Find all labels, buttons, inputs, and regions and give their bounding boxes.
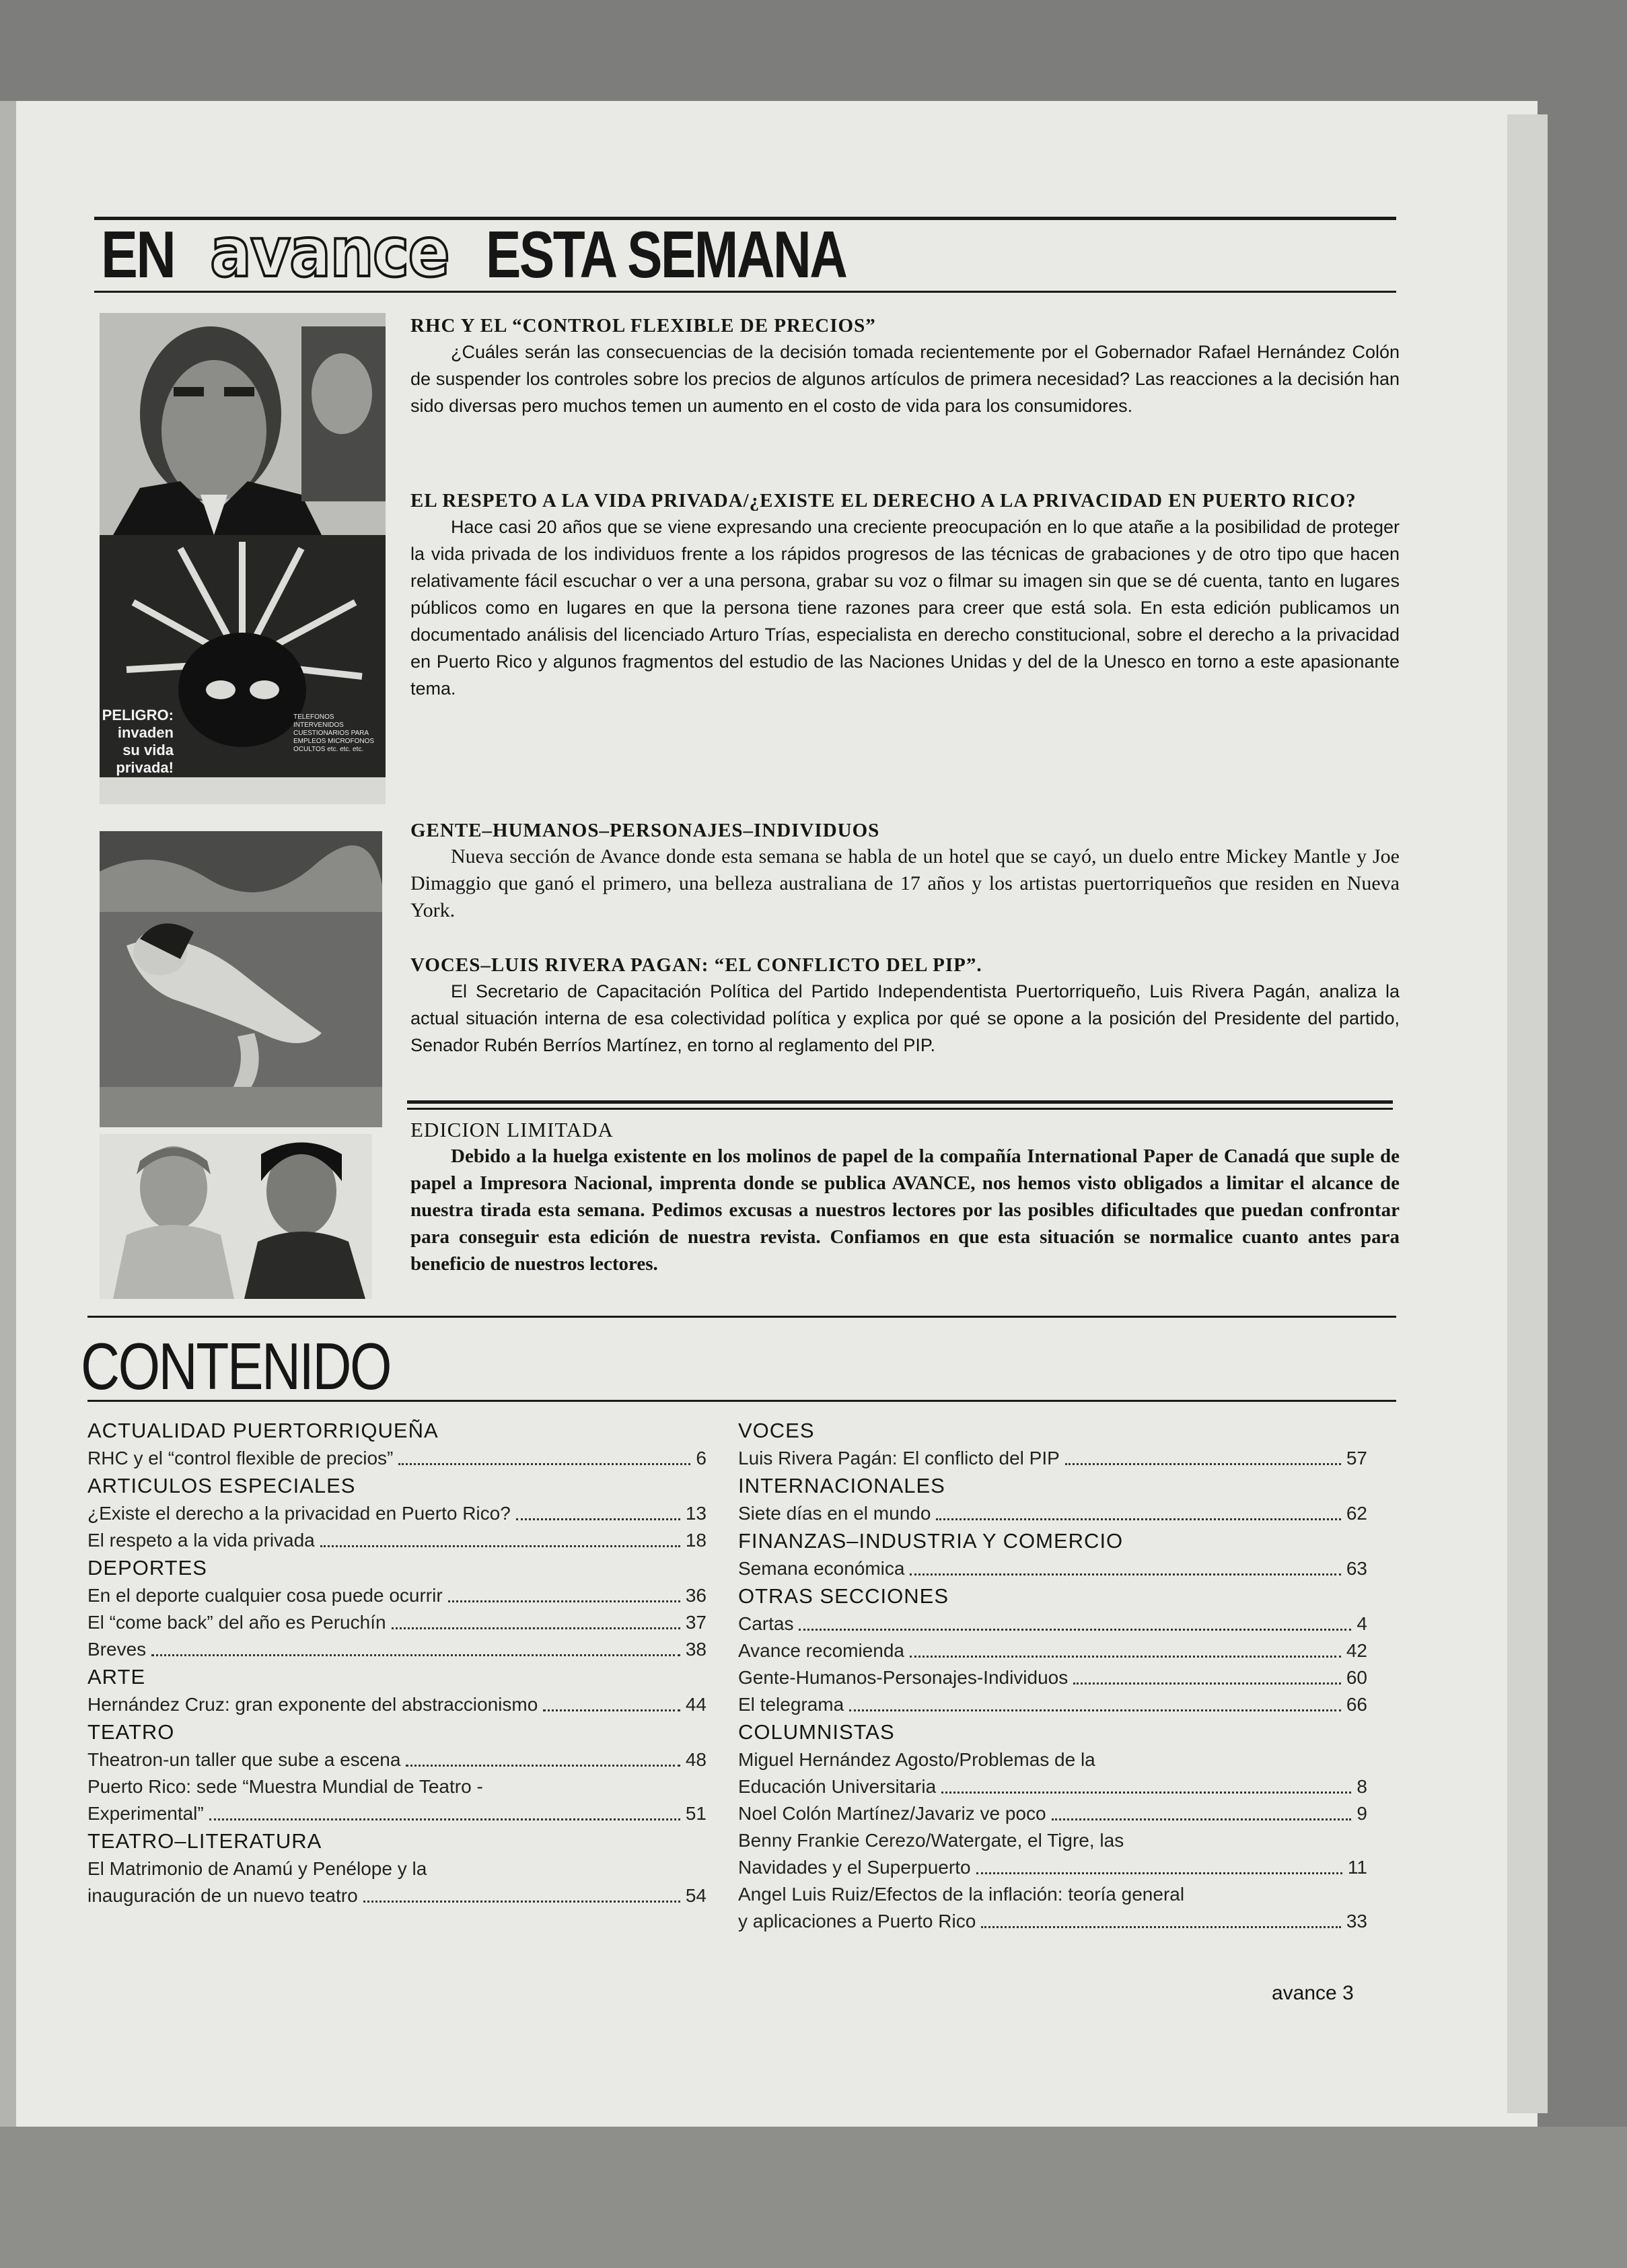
- toc-section-heading: VOCES: [738, 1419, 815, 1442]
- article-rhc-control-precios: [410, 313, 1400, 419]
- article-vida-privada: [410, 488, 1400, 702]
- photo-caption-telefonos: TELEFONOS INTERVENIDOS CUESTIONARIOS PARA EMPLEOS MICROFONOS OCULTOS etc. etc. etc.: [293, 713, 375, 753]
- toc-entry-title: Gente-Humanos-Personajes-Individuos: [738, 1667, 1069, 1688]
- toc-leader-dots: [1052, 1818, 1352, 1820]
- toc-section-heading: ACTUALIDAD PUERTORRIQUEÑA: [87, 1419, 439, 1442]
- toc-entry[interactable]: [738, 1445, 1367, 1472]
- toc-leader-dots: [151, 1654, 680, 1656]
- toc-leader-dots: [320, 1545, 680, 1547]
- toc-entry-title: ¿Existe el derecho a la privacidad en Puerto Rico?: [87, 1503, 511, 1524]
- toc-page-number: 48: [685, 1749, 707, 1770]
- toc-entry[interactable]: [87, 1746, 707, 1773]
- toc-entry[interactable]: [738, 1800, 1367, 1827]
- toc-entry[interactable]: [738, 1555, 1367, 1582]
- toc-leader-dots: [516, 1518, 680, 1520]
- toc-entry-title: En el deporte cualquier cosa puede ocurrir: [87, 1585, 443, 1606]
- notice-body: Debido a la huelga existente en los molinos de papel de la compañía International Paper de Canadá que suple de papel a Impresora Nacional, imprenta donde se publica AVANCE, nos hemos visto obligados a limitar el alcance de nuestra tirada esta semana. Pedimos excusas a nuestros lectores por las posibles dificultades que puedan confrontar para conseguir esta edición de nuestra revista. Confiamos en que esta situación se normalice cuanto antes para beneficio de nuestros lectores.: [410, 1145, 1400, 1275]
- toc-entry[interactable]: [738, 1881, 1367, 1935]
- article-body: ¿Cuáles serán las consecuencias de la decisión tomada recientemente por el Gobernador Rafael Hernández Colón de suspender los controles sobre los precios de algunos artículos de primera necesidad? Las reacciones a la decisión han sido diversas pero muchos temen un aumento en el costo de vida para los consumidores.: [410, 342, 1400, 416]
- toc-entry-title: El Matrimonio de Anamú y Penélope y la: [87, 1858, 427, 1879]
- toc-leader-dots: [398, 1463, 690, 1465]
- toc-entry-title: RHC y el “control flexible de precios”: [87, 1448, 394, 1468]
- article-heading: EL RESPETO A LA VIDA PRIVADA/¿EXISTE EL DERECHO A LA PRIVACIDAD EN PUERTO RICO?: [410, 490, 1357, 511]
- toc-entry-title: El telegrama: [738, 1694, 844, 1715]
- toc-entry[interactable]: [738, 1746, 1367, 1800]
- toc-entry-title: Breves: [87, 1639, 147, 1660]
- toc-entry[interactable]: [87, 1582, 707, 1609]
- toc-section-heading: OTRAS SECCIONES: [738, 1584, 949, 1608]
- article-heading: GENTE–HUMANOS–PERSONAJES–INDIVIDUOS: [410, 820, 880, 841]
- masthead-prefix: EN: [101, 217, 175, 291]
- contenido-top-rule: [87, 1316, 1396, 1318]
- toc-section-heading: COLUMNISTAS: [738, 1720, 895, 1744]
- toc-section-heading: TEATRO: [87, 1720, 175, 1744]
- masthead: [101, 213, 936, 293]
- toc-entry-title: Cartas: [738, 1613, 794, 1634]
- toc-page-number: 51: [685, 1803, 707, 1824]
- toc-entry-title: El respeto a la vida privada: [87, 1530, 315, 1551]
- toc-entry[interactable]: [738, 1500, 1367, 1527]
- article-gente-humanos: [410, 818, 1400, 924]
- scanner-background: [0, 2127, 1627, 2268]
- article-heading: RHC Y EL “CONTROL FLEXIBLE DE PRECIOS”: [410, 315, 876, 336]
- article-body: El Secretario de Capacitación Política del Partido Independentista Puertorriqueño, Luis Rivera Pagán, analiza la actual situación interna de esa colectividad política y explica por qué se opone a la posición del Presidente del partido, Senador Rubén Berríos Martínez, en torno al reglamento del PIP.: [410, 981, 1400, 1055]
- toc-page-number: 44: [685, 1694, 707, 1715]
- toc-entry-title: Siete días en el mundo: [738, 1503, 931, 1524]
- toc-entry-title: El “come back” del año es Peruchín: [87, 1612, 386, 1633]
- toc-entry[interactable]: [87, 1636, 707, 1663]
- toc-page-number: 36: [685, 1585, 707, 1606]
- avance-logo: avance: [210, 213, 449, 293]
- toc-entry[interactable]: [87, 1527, 707, 1554]
- toc-page-number: 62: [1346, 1503, 1367, 1524]
- toc-leader-dots: [941, 1792, 1351, 1794]
- photo-puerto-rican-artists: [100, 1134, 372, 1299]
- toc-entry[interactable]: [87, 1691, 707, 1718]
- toc-page-number: 66: [1346, 1694, 1367, 1715]
- toc-leader-dots: [849, 1709, 1341, 1711]
- toc-entry-title-continued: inauguración de un nuevo teatro: [87, 1885, 358, 1906]
- toc-entry[interactable]: [87, 1445, 707, 1472]
- toc-leader-dots: [910, 1656, 1341, 1658]
- toc-section-heading: TEATRO–LITERATURA: [87, 1829, 322, 1853]
- toc-leader-dots: [448, 1600, 680, 1602]
- toc-page-number: 18: [685, 1530, 707, 1551]
- toc-entry-title: Noel Colón Martínez/Javariz ve poco: [738, 1803, 1046, 1824]
- toc-page-number: 11: [1347, 1857, 1367, 1878]
- toc-entry-title-continued: Educación Universitaria: [738, 1776, 937, 1797]
- toc-leader-dots: [543, 1709, 680, 1711]
- toc-page-number: 8: [1357, 1776, 1367, 1797]
- page-edge: [1507, 114, 1548, 2113]
- toc-section-heading: INTERNACIONALES: [738, 1474, 945, 1497]
- toc-leader-dots: [392, 1627, 680, 1629]
- toc-section-heading: ARTE: [87, 1665, 146, 1689]
- toc-page-number: 63: [1346, 1558, 1367, 1579]
- contenido-title: CONTENIDO: [81, 1329, 391, 1403]
- toc-entry[interactable]: [87, 1773, 707, 1827]
- toc-entry[interactable]: [738, 1610, 1367, 1637]
- toc-entry[interactable]: [738, 1827, 1367, 1881]
- toc-entry[interactable]: [87, 1855, 707, 1909]
- toc-entry-title: Semana económica: [738, 1558, 905, 1579]
- edicion-top-rule-2: [407, 1108, 1393, 1110]
- toc-leader-dots: [936, 1518, 1340, 1520]
- toc-section-heading: ARTICULOS ESPECIALES: [87, 1474, 356, 1497]
- toc-section-heading: DEPORTES: [87, 1556, 207, 1580]
- page-folio: avance 3: [1272, 1982, 1354, 2004]
- toc-entry-title-continued: Experimental”: [87, 1803, 204, 1824]
- toc-entry[interactable]: [738, 1691, 1367, 1718]
- masthead-title: ESTA SEMANA: [486, 217, 846, 291]
- toc-leader-dots: [1073, 1682, 1341, 1685]
- toc-entry[interactable]: [738, 1637, 1367, 1664]
- toc-leader-dots: [1065, 1463, 1341, 1465]
- page-spine-shadow: [0, 101, 16, 2127]
- article-body: Nueva sección de Avance donde esta semana se habla de un hotel que se cayó, un duelo entre Mickey Mantle y Joe Dimaggio que ganó el primero, una belleza australiana de 17 años y los artistas puertorriqueños que residen en Nueva York.: [410, 845, 1400, 921]
- toc-left-column: [87, 1417, 707, 1909]
- edicion-top-rule: [407, 1100, 1393, 1104]
- toc-page-number: 54: [685, 1885, 707, 1906]
- toc-entry-title: Miguel Hernández Agosto/Problemas de la: [738, 1749, 1095, 1770]
- toc-page-number: 33: [1346, 1911, 1367, 1932]
- notice-heading: EDICION LIMITADA: [410, 1118, 614, 1141]
- toc-page-number: 6: [696, 1448, 707, 1468]
- toc-section-heading: FINANZAS–INDUSTRIA Y COMERCIO: [738, 1529, 1124, 1553]
- toc-right-column: [738, 1417, 1367, 1935]
- toc-page-number: 9: [1357, 1803, 1367, 1824]
- toc-entry-title: Luis Rivera Pagán: El conflicto del PIP: [738, 1448, 1060, 1468]
- toc-entry-title: Angel Luis Ruiz/Efectos de la inflación: teoría general: [738, 1884, 1185, 1905]
- toc-entry-title: Theatron-un taller que sube a escena: [87, 1749, 401, 1770]
- toc-leader-dots: [976, 1872, 1342, 1874]
- toc-page-number: 4: [1357, 1613, 1367, 1634]
- toc-entry[interactable]: [87, 1609, 707, 1636]
- article-voces-pip: [410, 952, 1400, 1059]
- contenido-bottom-rule: [87, 1400, 1396, 1402]
- toc-entry-title-continued: y aplicaciones a Puerto Rico: [738, 1911, 976, 1932]
- toc-leader-dots: [799, 1629, 1351, 1631]
- toc-leader-dots: [209, 1818, 680, 1820]
- toc-page-number: 57: [1346, 1448, 1367, 1468]
- toc-entry-title: Avance recomienda: [738, 1640, 904, 1661]
- photo-caption-peligro: PELIGRO: invaden su vida privada!: [102, 707, 174, 776]
- toc-leader-dots: [910, 1573, 1340, 1575]
- toc-leader-dots: [406, 1765, 680, 1767]
- toc-page-number: 42: [1346, 1640, 1367, 1661]
- toc-page-number: 37: [685, 1612, 707, 1633]
- toc-entry[interactable]: [738, 1664, 1367, 1691]
- article-heading: VOCES–LUIS RIVERA PAGAN: “EL CONFLICTO DEL PIP”.: [410, 954, 982, 976]
- toc-page-number: 38: [685, 1639, 707, 1660]
- toc-entry-title-continued: Navidades y el Superpuerto: [738, 1857, 971, 1878]
- toc-entry[interactable]: [87, 1500, 707, 1527]
- article-body: Hace casi 20 años que se viene expresando una creciente preocupación en lo que atañe a la posibilidad de proteger la vida privada de los individuos frente a los rápidos progresos de las técnicas de grabaciones y de otro tipo que hacen relativamente fácil escuchar o ver a una persona, grabar su voz o filmar su imagen sin que se dé cuenta, tanto en lugares públicos como en lugares en que la persona tiene razones para creer que está sola. En esta edición publicamos un documentado análisis del licenciado Arturo Trías, especialista en derecho constitucional, sobre el derecho a la privacidad en Puerto Rico y algunos fragmentos del estudio de las Naciones Unidas y del de la Unesco en torno a este apasionante tema.: [410, 517, 1400, 699]
- toc-page-number: 60: [1346, 1667, 1367, 1688]
- photo-australian-beauty: [100, 831, 382, 1127]
- toc-page-number: 13: [685, 1503, 707, 1524]
- notice-edicion-limitada: [410, 1117, 1400, 1277]
- toc-entry-title: Puerto Rico: sede “Muestra Mundial de Teatro -: [87, 1776, 483, 1797]
- toc-entry-title: Hernández Cruz: gran exponente del abstraccionismo: [87, 1694, 538, 1715]
- toc-entry-title: Benny Frankie Cerezo/Watergate, el Tigre, las: [738, 1830, 1124, 1851]
- toc-leader-dots: [363, 1901, 680, 1903]
- toc-leader-dots: [981, 1926, 1341, 1928]
